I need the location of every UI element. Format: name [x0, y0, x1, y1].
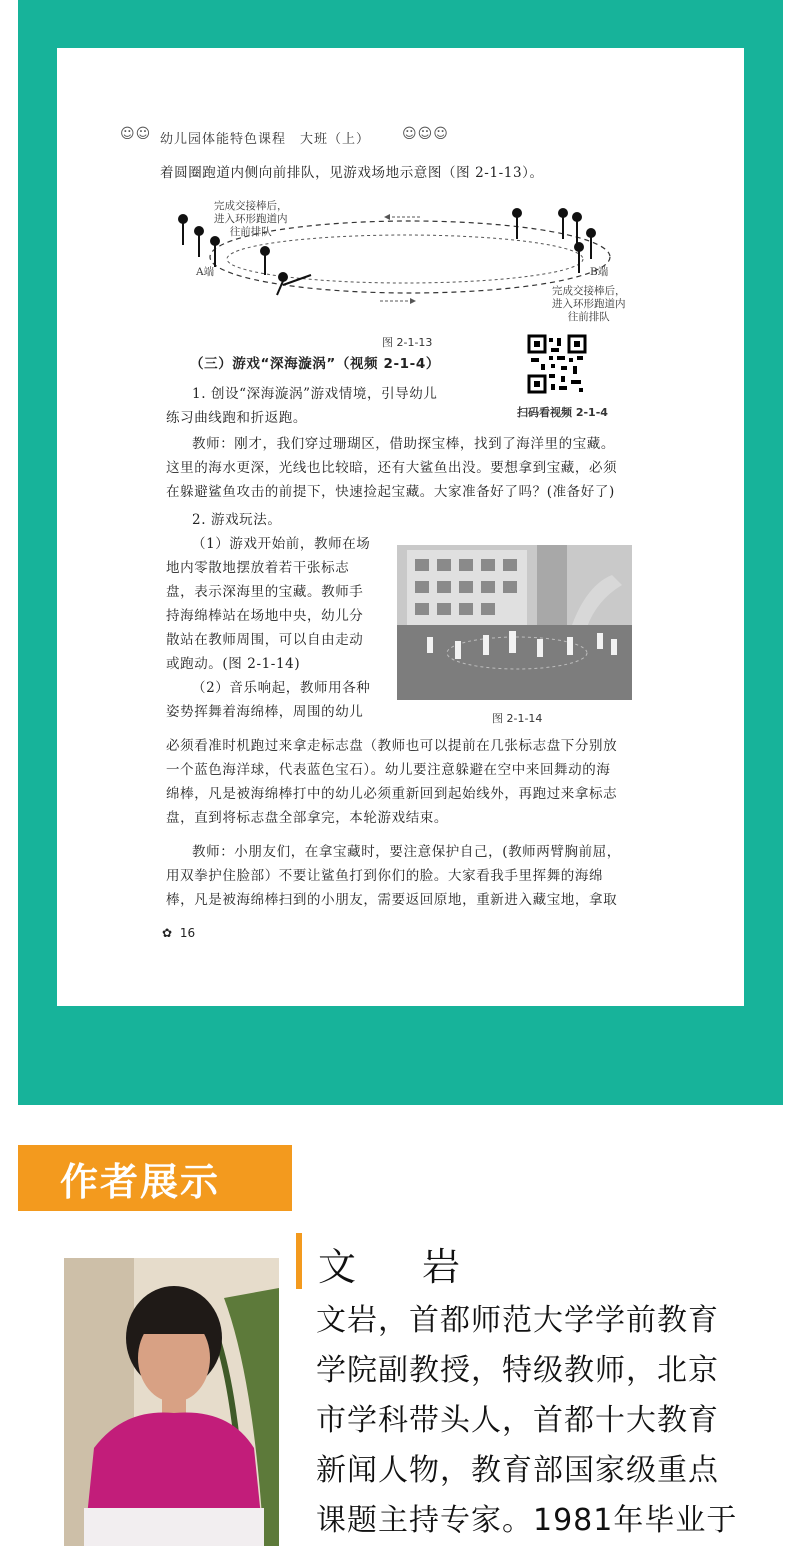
bio-line: 课题主持专家。1981年毕业于 — [316, 1503, 738, 1538]
qr-code[interactable] — [527, 334, 587, 394]
paragraph-line: 盘，直到将标志盘全部拿完，本轮游戏结束。 — [166, 810, 448, 826]
paragraph-line: 练习曲线跑和折返跑。 — [166, 410, 307, 426]
playground-illustration — [397, 545, 632, 700]
paragraph-line: 地内零散地摆放着若干张标志 — [166, 560, 350, 576]
diagram-note-bottom — [552, 285, 626, 324]
paragraph-line: 2. 游戏玩法。 — [192, 512, 282, 528]
paragraph-line: 这里的海水更深，光线也比较暗，还有大鲨鱼出没。要想拿到宝藏，必须 — [166, 460, 618, 476]
end-a-label: A端 — [196, 266, 215, 278]
author-bio — [316, 1296, 746, 1546]
bio-line: 学院副教授，特级教师，北京 — [316, 1353, 719, 1388]
page-header — [120, 126, 449, 147]
diagram-note-top — [214, 200, 288, 239]
intro-line: 着圆圈跑道内侧向前排队，见游戏场地示意图（图 2-1-13）。 — [160, 165, 544, 181]
paragraph-line: 教师：小朋友们，在拿宝藏时，要注意保护自己，(教师两臂胸前屈， — [192, 844, 621, 860]
name-accent-bar — [296, 1233, 302, 1289]
children-icon: ☺☺ — [120, 126, 152, 142]
author-name: 文 岩 — [318, 1245, 475, 1289]
bio-line: 市学科带头人，首都十大教育 — [316, 1403, 719, 1438]
paragraph-line: （1）游戏开始前，教师在场 — [192, 536, 371, 552]
paragraph-line: 姿势挥舞着海绵棒，周围的幼儿 — [166, 704, 364, 720]
header-title: 幼儿园体能特色课程 大班（上） — [160, 132, 371, 147]
diagram-note-line: 往前排队 — [229, 226, 272, 238]
bio-line: 新闻人物，教育部国家级重点 — [316, 1453, 719, 1488]
paragraph-line: 盘，表示深海里的宝藏。教师手 — [166, 584, 364, 600]
paragraph-line: 绵棒，凡是被海绵棒打中的幼儿必须重新回到起始线外，再跑过来拿标志 — [166, 786, 618, 802]
author-section-tag — [18, 1145, 292, 1211]
qr-caption: 扫码看视频 2-1-4 — [517, 406, 608, 419]
paragraph-line: 或跑动。(图 2-1-14) — [166, 656, 301, 672]
figure-caption: 图 2-1-13 — [382, 336, 433, 349]
paragraph-line: 用双拳护住脸部）不要让鲨鱼打到你们的脸。大家看我手里挥舞的海绵 — [166, 868, 604, 884]
author-photo — [64, 1258, 279, 1546]
section-title: （三）游戏“深海漩涡”（视频 2-1-4） — [190, 356, 440, 372]
photo-caption: 图 2-1-14 — [492, 712, 543, 725]
rule-1 — [166, 532, 391, 724]
diagram-note-line: 完成交接棒后， — [552, 285, 626, 297]
paragraph-line: 教师：刚才，我们穿过珊瑚区，借助探宝棒，找到了海洋里的宝藏。 — [192, 436, 615, 452]
diagram-note-line: 完成交接棒后， — [214, 200, 288, 212]
paragraph-line: 必须看准时机跑过来拿走标志盘（教师也可以提前在几张标志盘下分别放 — [166, 738, 618, 754]
diagram-note-line: 进入环形跑道内 — [214, 213, 288, 225]
teacher-dialogue-1 — [166, 432, 617, 504]
page-number: 16 — [179, 926, 196, 940]
paragraph-line: 1. 创设“深海漩涡”游戏情境，引导幼儿 — [192, 386, 438, 402]
paragraph-line: 持海绵棒站在场地中央，幼儿分 — [166, 608, 364, 624]
diagram-note-line: 进入环形跑道内 — [552, 298, 626, 310]
section-tag-label: 作者展示 — [60, 1160, 221, 1204]
end-b-label: B端 — [590, 266, 609, 278]
children-icon: ☺☺☺ — [402, 126, 449, 142]
bio-line: 文岩，首都师范大学学前教育 — [316, 1303, 719, 1338]
page-footer — [162, 926, 195, 940]
paragraph-line: （2）音乐响起，教师用各种 — [192, 680, 371, 696]
flower-icon: ✿ — [162, 926, 173, 940]
playground-photo — [397, 545, 632, 700]
paragraph-line: 在躲避鲨鱼攻击的前提下，快速捡起宝藏。大家准备好了吗？(准备好了) — [166, 484, 615, 500]
diagram-note-line: 往前排队 — [567, 311, 610, 323]
rule-2-continued — [166, 734, 617, 830]
paragraph-line: 散站在教师周围，可以自由走动 — [166, 632, 364, 648]
paragraph-line: 一个蓝色海洋球，代表蓝色宝石）。幼儿要注意躲避在空中来回舞动的海 — [166, 762, 611, 778]
paragraph-line: 棒，凡是被海绵棒扫到的小朋友，需要返回原地，重新进入藏宝地，拿取 — [166, 892, 618, 908]
teacher-dialogue-2 — [166, 840, 621, 912]
author-portrait — [64, 1258, 279, 1546]
